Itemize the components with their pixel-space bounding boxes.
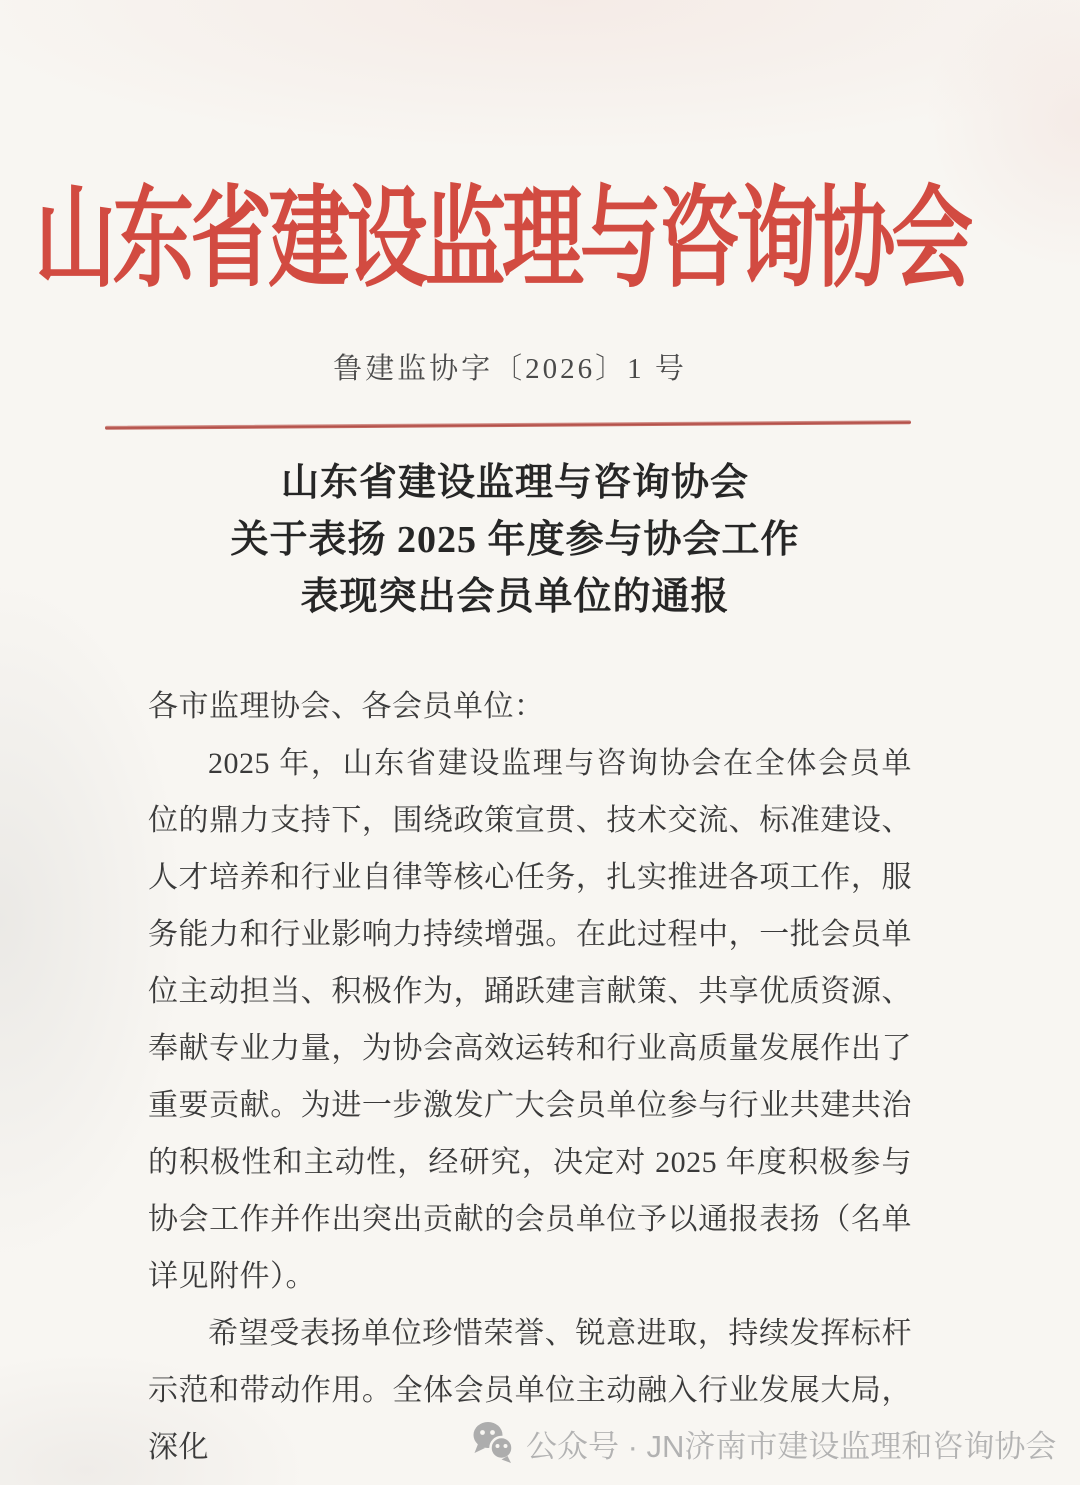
wechat-watermark-label: 公众号 · JN济南市建设监理和咨询协会 <box>526 1428 1057 1464</box>
document-title <box>0 455 1030 626</box>
paragraph-1: 2025 年，山东省建设监理与咨询协会在全体会员单位的鼎力支持下，围绕政策宣贯、技术交流、标准建设、人才培养和行业自律等核心任务，扎实推进各项工作，服务能力和行业影响力持续增强。在此过程中，一批会员单位主动担当、积极作为，踊跃建言献策、共享优质资源、奉献专业力量，为协会高效运转和行业高质量发展作出了重要贡献。为进一步激发广大会员单位参与行业共建共治的积极性和主动性，经研究，决定对 2025 年度积极参与协会工作并作出突出贡献的会员单位予以通报表扬（名单详见附件）。 <box>148 747 912 1293</box>
document-title-line-2: 关于表扬 2025 年度参与协会工作 <box>230 519 800 561</box>
paragraph-2: 希望受表扬单位珍惜荣誉、锐意进取，持续发挥标杆示范和带动作用。全体会员单位主动融入行业发展大局，深化 <box>148 1317 912 1464</box>
document-title-line-3: 表现突出会员单位的通报 <box>300 576 730 618</box>
letterhead-divider <box>105 420 911 430</box>
salutation: 各市监理协会、各会员单位： <box>148 690 545 723</box>
wechat-watermark <box>470 1420 1056 1466</box>
document-number: 鲁建监协字〔2026〕1 号 <box>333 353 687 385</box>
document-body <box>148 678 912 1476</box>
document-title-line-1: 山东省建设监理与咨询协会 <box>280 462 749 504</box>
letterhead-title: 山东省建设监理与咨询协会 <box>34 178 970 302</box>
wechat-official-account-icon <box>470 1420 516 1466</box>
